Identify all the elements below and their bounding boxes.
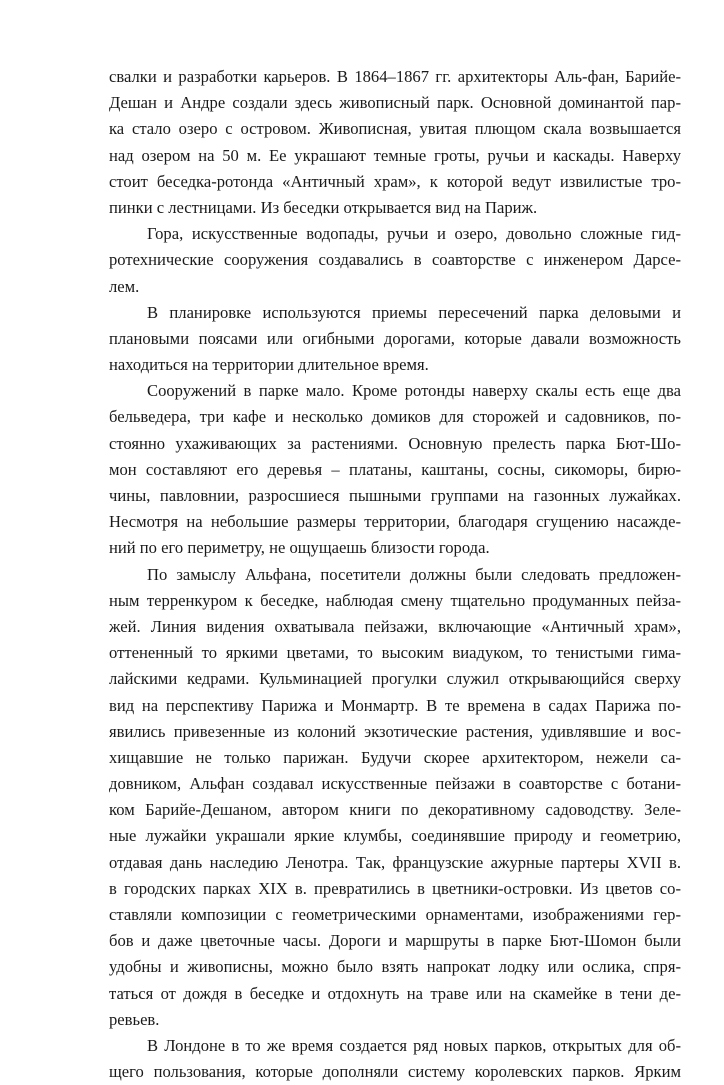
text-line: В Лондоне в то же время создается ряд новых парков, открытых для об- [147,1035,681,1055]
text-line: отдавая дань наследию Ленотра. Так, французские ажурные партеры XVII в. [109,852,681,872]
text-line: оттененный то яркими цветами, то высоким виадуком, то тенистыми гима- [109,643,681,663]
text-line: ставляли композиции с геометрическими орнаментами, изображениями гер- [109,905,681,924]
text-line: в городских парках XIX в. превратились в цветники-островки. Из цветов со- [109,878,681,898]
text-line: бельведера, три кафе и несколько домиков для сторожей и садовников, по- [109,407,681,427]
text-line: находиться на территории длительное время. [109,355,429,375]
text-line: ревьев. [109,1009,160,1029]
text-line: Несмотря на небольшие размеры территории, благодаря сгущению насажде- [109,512,681,532]
text-line: явились привезенные из колоний экзотические растения, удивлявшие и вос- [109,721,681,741]
text-line: ком Барийе-Дешаном, автором книги по декоративному садоводству. Зеле- [109,800,681,820]
text-line: плановыми поясами или огибными дорогами, которые давали возможность [109,328,681,348]
text-line: ний по его периметру, не ощущаешь близости города. [109,538,490,558]
text-line: свалки и разработки карьеров. В 1864–1867 гг. архитекторы Аль-фан, Барийе- [109,67,681,86]
text-line: ротехнические сооружения создавались в соавторстве с инженером Дарсе- [109,250,681,270]
text-line: Сооружений в парке мало. Кроме ротонды наверху скалы есть еще два [147,381,681,401]
text-line: над озером на 50 м. Ее украшают темные гроты, ручьи и каскады. Наверху [109,145,681,165]
text-line: Гора, искусственные водопады, ручьи и озеро, довольно сложные гид- [147,224,681,244]
text-line: стоянно ухаживающих за растениями. Основную прелесть парка Бют-Шо- [109,433,681,453]
text-line: довником, Альфан создавал искусственные пейзажи в соавторстве с ботани- [109,774,681,794]
text-line: ка стало озеро с островом. Живописная, увитая плющом скала возвышается [109,119,681,139]
text-line: вид на перспективу Парижа и Монмартр. В те времена в садах Парижа по- [109,695,681,715]
text-line: лайскими кедрами. Кульминацией прогулки служил открывающийся сверху [109,669,681,689]
text-line: хищавшие не только парижан. Будучи скорее архитектором, нежели са- [109,747,681,767]
text-line: пинки с лестницами. Из беседки открывается вид на Париж. [109,197,538,217]
text-line: стоит беседка-ротонда «Античный храм», к которой ведут извилистые тро- [109,171,681,191]
text-line: таться от дождя в беседке и отдохнуть на траве или на скамейке в тени де- [109,983,681,1003]
text-line: В планировке используются приемы пересечений парка деловыми и [147,302,681,322]
text-line: жей. Линия видения охватывала пейзажи, включающие «Античный храм», [109,616,681,636]
text-line: ным терренкуром к беседке, наблюдая смену тщательно продуманных пейза- [109,590,681,610]
text-line: лем. [109,276,140,296]
body-text [109,64,681,1085]
text-line: По замыслу Альфана, посетители должны были следовать предложен- [147,564,681,584]
text-line: чины, павловнии, разросшиеся пышными группами на газонных лужайках. [109,486,681,505]
text-line: мон составляют его деревья – платаны, каштаны, сосны, сикоморы, бирю- [109,459,681,479]
text-line: бов и даже цветочные часы. Дороги и маршруты в парке Бют-Шомон были [109,931,681,951]
text-line: щего пользования, которые дополняли систему королевских парков. Ярким [109,1062,681,1082]
text-line: Дешан и Андре создали здесь живописный парк. Основной доминантой пар- [109,93,681,113]
text-line: удобны и живописны, можно было взять напрокат лодку или ослика, спря- [109,957,681,977]
text-line: ные лужайки украшали яркие клумбы, соединявшие природу и геометрию, [109,826,681,846]
